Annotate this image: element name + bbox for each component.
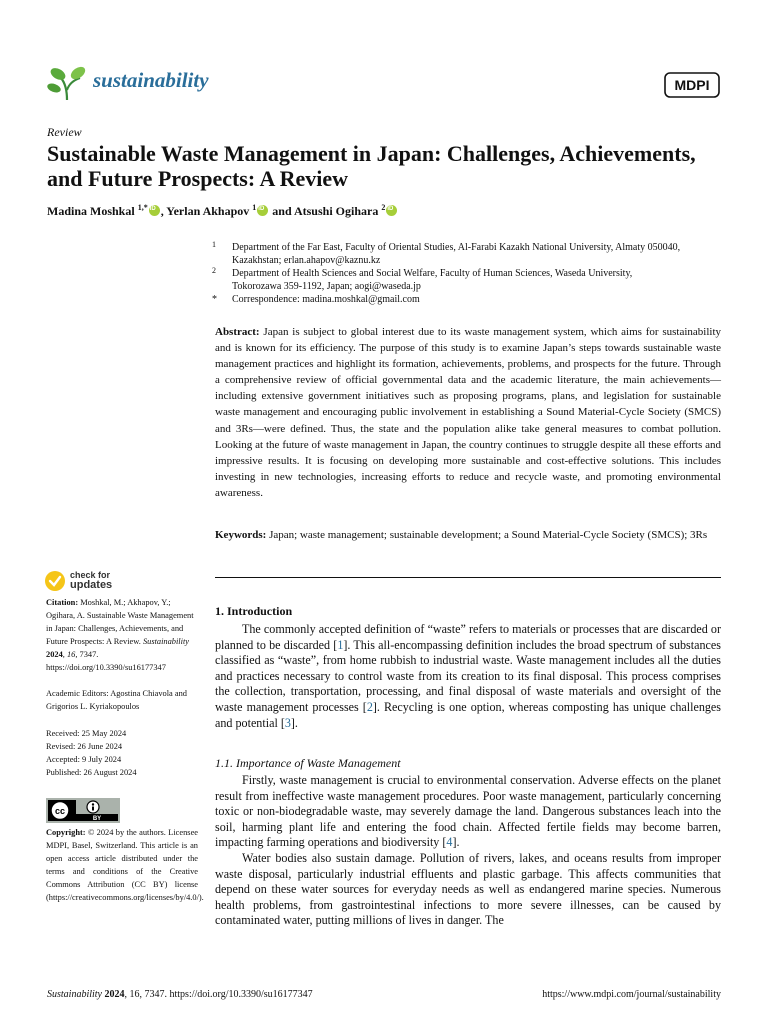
journal-name: sustainability: [93, 68, 209, 92]
orcid-icon[interactable]: [149, 205, 160, 216]
date-received: Received: 25 May 2024: [46, 729, 127, 738]
affiliation-item: [212, 267, 682, 293]
affiliation-mark: *: [212, 294, 217, 305]
author-name: Yerlan Akhapov: [166, 204, 250, 218]
orcid-icon[interactable]: [386, 205, 397, 216]
keywords-text: Japan; waste management; sustainable development; a Sound Material-Cycle Society (SMCS); 3Rs: [269, 529, 708, 541]
body-paragraph: [215, 622, 721, 731]
cc-label: BY: [92, 816, 102, 822]
paragraph-text: ]. This all-encompassing definition includes the broad spectrum of substances classified as “waste”, from home rubbish to industrial waste. Waste management includes all the duties and practices necessary to control waste from its creation to its final disposal. This process comprises the collection, transportation, processing, and final disposal of waste materials and oversight of the waste management processes [: [215, 637, 721, 714]
affiliations: [212, 241, 682, 306]
mdpi-logo-icon: [664, 72, 720, 98]
publisher-name: MDPI: [674, 77, 710, 93]
copyright-text: © 2024 by the authors. Licensee MDPI, Basel, Switzerland. This article is an open access article distributed under the terms and conditions of the Creative Commons Attribution (CC BY) license (https://creativecommons.org/licenses/by/4.0/).: [46, 828, 204, 902]
check-badge-line1: check for: [70, 570, 111, 580]
reference-link[interactable]: 3: [284, 715, 291, 730]
date-revised: Revised: 26 June 2024: [46, 742, 123, 751]
abstract-label: Abstract:: [215, 326, 260, 338]
abstract-text: Japan is subject to global interest due to its waste management system, which aims for sustainability and is known for its efficiency. The purpose of this study is to examine Japan’s steps towards sustainable waste management practices and highlight its formation, achievements, problems, and prospects for the future. Through a comprehensive review of official governmental data and the academic literature, the main achievements—including extensive government initiatives such as proposing programs, plans, and legislation for sustainable waste management and encouraging public involvement in establishing a Sound Material-Cycle Society (SMCS) and 3Rs—were defined. Thus, the state and the population alike take general measures to combat pollution. Looking at the future of waste management in Japan, the country continues to struggle despite all these efforts and impressive results. It is focusing on developing more sustainable and cost-effective solutions. This includes investing in new technologies, increasing efforts to reduce and recycle waste, and promoting environmental awareness.: [215, 326, 722, 499]
affiliation-text: Department of Health Sciences and Social Welfare, Faculty of Human Sciences, Waseda University, Tokorozawa 359-1192, Japan; aogi@waseda.jp: [232, 268, 633, 292]
affiliation-item: [212, 293, 682, 306]
paragraph-text: ].: [290, 715, 298, 730]
author-list: [47, 203, 398, 219]
check-updates-icon: [44, 570, 66, 592]
check-for-updates-button[interactable]: [44, 568, 124, 594]
abstract: [215, 324, 721, 501]
paragraph-text: Firstly, waste management is crucial to environmental conservation. Adverse effects on the planet result from ineffective waste management procedures. Poor waste management, particularly concerning toxic or non-biodegradable waste, may severely damage the land. Dangerous substances leach into the soil, harming plant life and entering the food chain. Affected fertile fields may become barren, impacting farming operations and biodiversity [: [215, 773, 721, 850]
affiliation-item: [212, 241, 682, 267]
cc-by-license-icon[interactable]: [46, 798, 120, 823]
citation: Citation: Moshkal, M.; Akhapov, Y.; Ogihara, A. Sustainable Waste Management in Japan: Challenges, Achievements, and Future Prospects: A Review. Sustainability 2024, 16, 7347. https://doi.org/10.3390/su16177347: [46, 598, 194, 672]
keywords: [215, 527, 721, 543]
paragraph-text: Water bodies also sustain damage. Pollution of rivers, lakes, and oceans results from improper waste disposal, particularly industrial effluents and plastic garbage. This affects communities that depend on these water sources for everyday needs as well as endangered marine species. Numerous health problems, from gastrointestinal infections to more severe illnesses, can be caused by contaminated water, putting millions of lives in danger. The: [215, 850, 721, 928]
date-accepted: Accepted: 9 July 2024: [46, 755, 122, 764]
author-name: Madina Moshkal: [47, 204, 135, 218]
date-published: Published: 26 August 2024: [46, 768, 137, 777]
academic-editors: Academic Editors: Agostina Chiavola and Grigorios L. Kyriakopoulos: [46, 689, 187, 711]
citation-label: Citation:: [46, 598, 79, 607]
subsection-title-importance: 1.1. Importance of Waste Management: [215, 756, 401, 770]
check-badge-line2: updates: [70, 579, 113, 591]
citation-year: 2024: [46, 650, 63, 659]
svg-text:cc: cc: [54, 806, 66, 816]
author-name: Atsushi Ogihara: [293, 204, 379, 218]
footer-doi[interactable]: , 16, 7347. https://doi.org/10.3390/su16177347: [124, 989, 313, 1000]
author-affiliation-mark: 1: [252, 203, 257, 212]
publication-dates: [46, 727, 198, 779]
reference-link[interactable]: 2: [366, 699, 373, 714]
paragraph-text: ]. Recycling is one option, whereas composting has unique challenges and potential [: [215, 699, 721, 730]
affiliation-text: Department of the Far East, Faculty of Oriental Studies, Al-Farabi Kazakh National University, Almaty 050040, Kazakhstan; erlan.ahapov@kaznu.kz: [232, 242, 681, 266]
citation-journal: Sustainability: [142, 637, 189, 646]
correspondence-text: Correspondence: madina.moshkal@gmail.com: [232, 294, 420, 305]
author-separator: and: [269, 204, 294, 218]
paragraph-text: The commonly accepted definition of “waste” refers to materials or processes that are discarded or planned to be discarded [: [215, 622, 721, 652]
citation-volume: 16: [66, 650, 76, 659]
paragraph-text: ].: [452, 835, 460, 850]
footer-year: 2024: [104, 989, 125, 1000]
footer-journal: Sustainability: [47, 989, 102, 1000]
affiliation-mark: 2: [212, 266, 216, 275]
keywords-label: Keywords:: [215, 529, 267, 541]
author-separator: ,: [160, 204, 167, 218]
footer-journal-url[interactable]: https://www.mdpi.com/journal/sustainability: [542, 989, 721, 1000]
citation-text: Moshkal, M.; Akhapov, Y.; Ogihara, A. Sustainable Waste Management in Japan: Challenges, Achievements, and Future Prospects: A Review.: [46, 598, 194, 646]
body-paragraph: [215, 773, 721, 929]
author-affiliation-mark: 2: [381, 203, 386, 212]
affiliation-mark: 1: [212, 240, 216, 249]
section-divider: [215, 577, 721, 578]
section-title-introduction: 1. Introduction: [215, 604, 293, 618]
citation-pages[interactable]: 7347. https://doi.org/10.3390/su16177347: [46, 650, 166, 672]
copyright-label: Copyright:: [46, 828, 86, 837]
author-affiliation-mark: 1,*: [137, 203, 148, 212]
journal-leaf-logo-icon: [47, 64, 87, 102]
copyright-notice: [46, 826, 204, 904]
orcid-icon[interactable]: [257, 205, 268, 216]
article-type: Review: [47, 125, 82, 139]
reference-link[interactable]: 1: [337, 637, 344, 652]
reference-link[interactable]: 4: [446, 835, 453, 850]
footer-citation: [47, 989, 313, 1000]
article-title: Sustainable Waste Management in Japan: Challenges, Achievements, and Future Prospects: A Review: [47, 141, 696, 191]
